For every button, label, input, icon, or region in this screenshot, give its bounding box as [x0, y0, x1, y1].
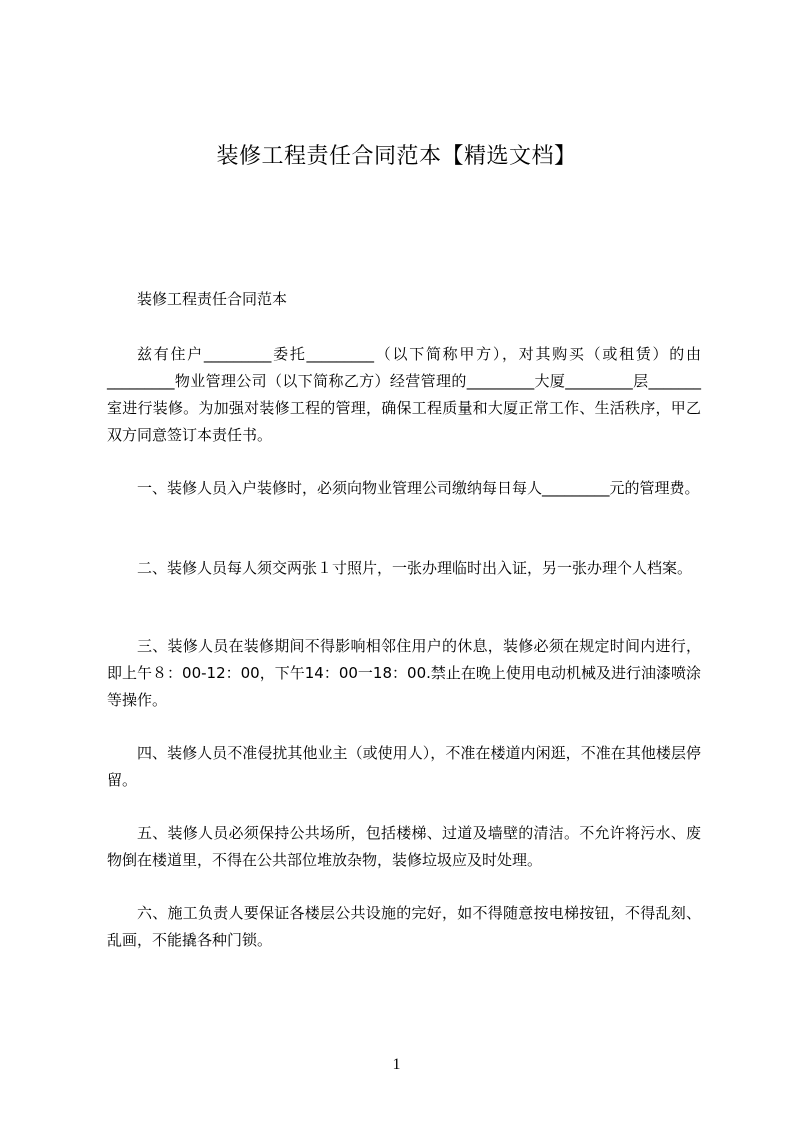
document-subtitle: 装修工程责任合同范本: [137, 290, 288, 308]
paragraph-clause-4: 四、装修人员不准侵扰其他业主（或使用人），不准在楼道内闲逛，不准在其他楼层停留。: [107, 744, 701, 789]
paragraph-clause-1: 一、装修人员入户装修时，必须向物业管理公司缴纳每日每人_________元的管理费。: [137, 479, 700, 497]
paragraph-clause-5: 五、装修人员必须保持公共场所，包括楼梯、过道及墙壁的清洁。不允许将污水、废物倒在楼道里，不得在公共部位堆放杂物，装修垃圾应及时处理。: [107, 824, 701, 869]
paragraph-clause-6: 六、施工负责人要保证各楼层公共设施的完好，如不得随意按电梯按钮，不得乱刻、乱画，不能撬各种门锁。: [107, 904, 701, 949]
document-title: 装修工程责任合同范本【精选文档】: [216, 144, 577, 169]
paragraph-intro: 兹有住户_________委托_________（以下简称甲方），对其购买（或租赁）的由_________物业管理公司（以下简称乙方）经营管理的_________大厦_________层_______室进行装修。为加强对装修工程的管理，确保工程质量和大厦正常工作、生活秩序，甲乙双方同意签订本责任书。: [107, 345, 701, 444]
paragraph-clause-2: 二、装修人员每人须交两张１寸照片，一张办理临时出入证，另一张办理个人档案。: [137, 559, 693, 577]
page-number: 1: [392, 1056, 401, 1073]
paragraph-clause-3: 三、装修人员在装修期间不得影响相邻住用户的休息，装修必须在规定时间内进行，即上午８：00-12：00，下午14：00一18：00.禁止在晚上使用电动机械及进行油漆喷涂等操作。: [107, 637, 701, 709]
